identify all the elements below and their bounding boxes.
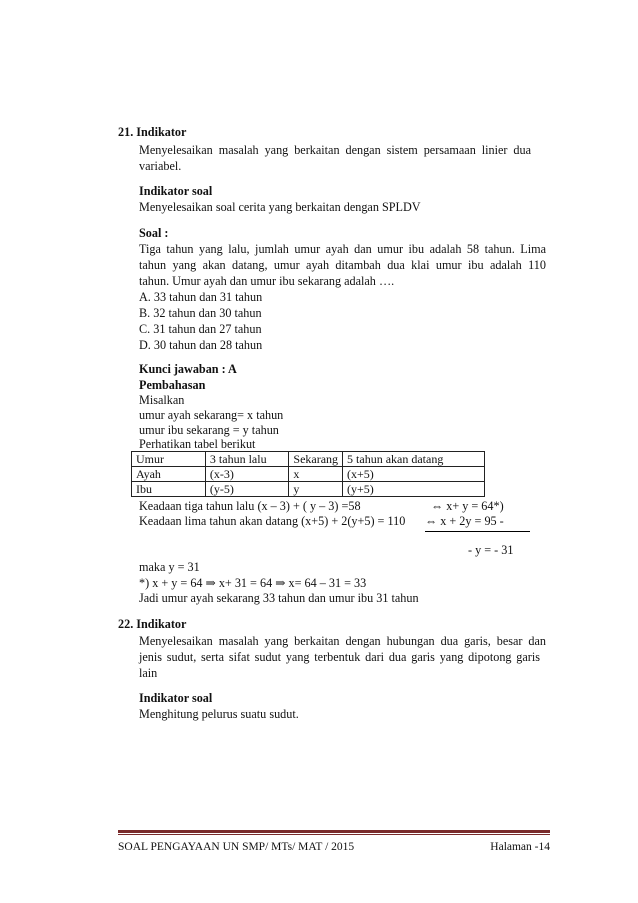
q21-soal-title: Soal : [139,226,169,240]
subtraction-rule [425,531,530,532]
q21-maka: maka y = 31 [139,560,200,574]
q21-keadaan2-right: ⇔ x + 2y = 95 - [425,514,504,528]
table-header-cell: 3 tahun lalu [205,452,288,467]
q21-indikator-soal-text: Menyelesaikan soal cerita yang berkaitan dengan SPLDV [139,200,421,214]
q21-indikator-soal-title: Indikator soal [139,184,213,198]
q22-indikator-soal-title: Indikator soal [139,691,213,705]
footer-page-number: Halaman -14 [490,841,550,853]
table-header-cell: Sekarang [289,452,343,467]
table-header-cell: Umur [132,452,206,467]
q21-umur-ayah: umur ayah sekarang= x tahun [139,408,284,422]
q21-soal-line3: tahun. Umur ayah dan umur ibu sekarang adalah …. [139,274,395,288]
table-cell: Ibu [132,482,206,497]
table-cell: (x+5) [343,467,485,482]
q21-indikator-line1: Menyelesaikan masalah yang berkaitan dengan sistem persamaan linier dua [139,143,531,157]
table-cell: (x-3) [205,467,288,482]
table-cell: Ayah [132,467,206,482]
q21-substitution: *) x + y = 64 ⇒ x+ 31 = 64 ⇒ x= 64 – 31 = 33 [139,576,367,590]
table-cell: (y+5) [343,482,485,497]
table-cell: (y-5) [205,482,288,497]
table-header-row [132,452,485,467]
q21-conclusion: Jadi umur ayah sekarang 33 tahun dan umur ibu 31 tahun [139,591,419,605]
q21-keadaan2-left: Keadaan lima tahun akan datang (x+5) + 2(y+5) = 110 [139,514,406,528]
q21-kunci-jawaban: Kunci jawaban : A [139,362,237,376]
q21-misalkan: Misalkan [139,393,185,407]
q21-pembahasan-title: Pembahasan [139,378,206,392]
table-header-cell: 5 tahun akan datang [343,452,485,467]
q21-option-b: B. 32 tahun dan 30 tahun [139,306,262,320]
q22-heading: 22. Indikator [118,617,187,631]
q21-perhatikan: Perhatikan tabel berikut [139,437,256,451]
q21-keadaan1-left: Keadaan tiga tahun lalu (x – 3) + ( y – 3) =58 [139,499,361,513]
q22-indikator-line2: jenis sudut, serta sifat sudut yang terbentuk dari dua garis yang dipotong garis [139,650,540,664]
table-cell: y [289,482,343,497]
q21-heading: 21. Indikator [118,125,187,139]
q22-indikator-soal-text: Menghitung pelurus suatu sudut. [139,707,299,721]
q21-option-c: C. 31 tahun dan 27 tahun [139,322,262,336]
q21-result-y: - y = - 31 [468,543,514,557]
q21-soal-line1: Tiga tahun yang lalu, jumlah umur ayah dan umur ibu adalah 58 tahun. Lima [139,242,546,256]
q21-indikator-line2: variabel. [139,159,182,173]
q21-option-a: A. 33 tahun dan 31 tahun [139,290,263,304]
footer-rule-thin [118,834,550,835]
age-table [131,451,485,497]
table-row [132,467,485,482]
q22-indikator-line1: Menyelesaikan masalah yang berkaitan dengan hubungan dua garis, besar dan [139,634,546,648]
table-row [132,482,485,497]
q22-indikator-line3: lain [139,666,158,680]
footer-left-text: SOAL PENGAYAAN UN SMP/ MTs/ MAT / 2015 [118,841,355,853]
q21-umur-ibu: umur ibu sekarang = y tahun [139,423,279,437]
table-cell: x [289,467,343,482]
q21-keadaan1-right: ⇔ x+ y = 64*) [431,499,504,513]
footer-rule-thick [118,830,550,833]
q21-soal-line2: tahun yang akan datang, umur ayah ditambah dua klai umur ibu adalah 110 [139,258,546,272]
q21-option-d: D. 30 tahun dan 28 tahun [139,338,263,352]
